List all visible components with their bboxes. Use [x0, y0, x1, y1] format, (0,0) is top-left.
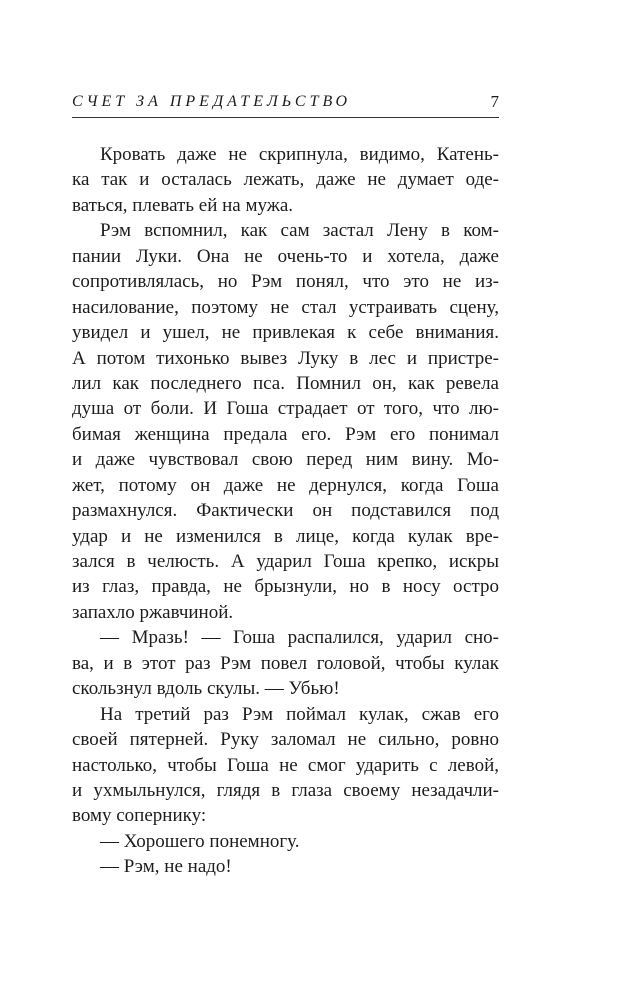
text-line: запахло ржавчиной. [72, 601, 234, 623]
running-head [72, 92, 499, 116]
text-line: насилование, поэтому не стал устраивать сцену, [72, 296, 499, 318]
text-line: ва, и в этот раз Рэм повел головой, чтобы кулак [72, 652, 499, 674]
text-line: душа от боли. И Гоша страдает от того, что лю- [72, 398, 499, 420]
text-line: Кровать даже не скрипнула, видимо, Катень- [100, 144, 499, 165]
text-line: лил как последнего пса. Помнил он, как ревела [72, 372, 499, 394]
text-line: сопротивлялась, но Рэм понял, что это не из- [72, 271, 499, 293]
text-line: увидел и ушел, не привлекая к себе внимания. [72, 322, 499, 344]
text-line: своей пятерней. Руку заломал не сильно, ровно [72, 729, 499, 751]
text-line: — Мразь! — Гоша распалился, ударил сно- [100, 627, 499, 649]
text-line: пании Луки. Она не очень-то и хотела, даже [72, 245, 499, 267]
text-line: и даже чувствовал свою перед ним вину. Мо- [72, 449, 499, 471]
text-line: скользнул вдоль скулы. — Убью! [72, 678, 340, 700]
text-line: ваться, плевать ей на мужа. [72, 194, 294, 216]
text-line: и ухмыльнулся, глядя в глаза своему незадачли- [72, 779, 499, 801]
text-line: А потом тихонько вывез Луку в лес и пристре- [72, 347, 499, 369]
text-line: размахнулся. Фактически он подставился под [72, 500, 499, 522]
text-line: вому сопернику: [72, 805, 207, 827]
page-number: 7 [490, 92, 499, 111]
text-line: жет, потому он даже не дернулся, когда Гоша [72, 474, 499, 496]
header-rule [72, 117, 499, 118]
text-line: Рэм вспомнил, как сам застал Лену в ком- [100, 220, 499, 242]
text-line: — Хорошего понемногу. [100, 830, 300, 852]
text-line: бимая женщина предала его. Рэм его понимал [72, 423, 499, 445]
text-line: ка так и осталась лежать, даже не думает оде- [72, 169, 499, 191]
text-line: зался в челюсть. А ударил Гоша крепко, искры [72, 551, 499, 572]
text-line: — Рэм, не надо! [100, 856, 232, 878]
body-text [72, 142, 499, 880]
text-line: удар и не изменился в лице, когда кулак вре- [72, 525, 499, 547]
text-line: из глаз, правда, не брызнули, но в носу остро [72, 576, 499, 598]
book-title: СЧЕТ ЗА ПРЕДАТЕЛЬСТВО [72, 93, 352, 110]
text-line: На третий раз Рэм поймал кулак, сжав его [100, 703, 499, 725]
text-line: настолько, чтобы Гоша не смог ударить с левой, [72, 754, 499, 776]
